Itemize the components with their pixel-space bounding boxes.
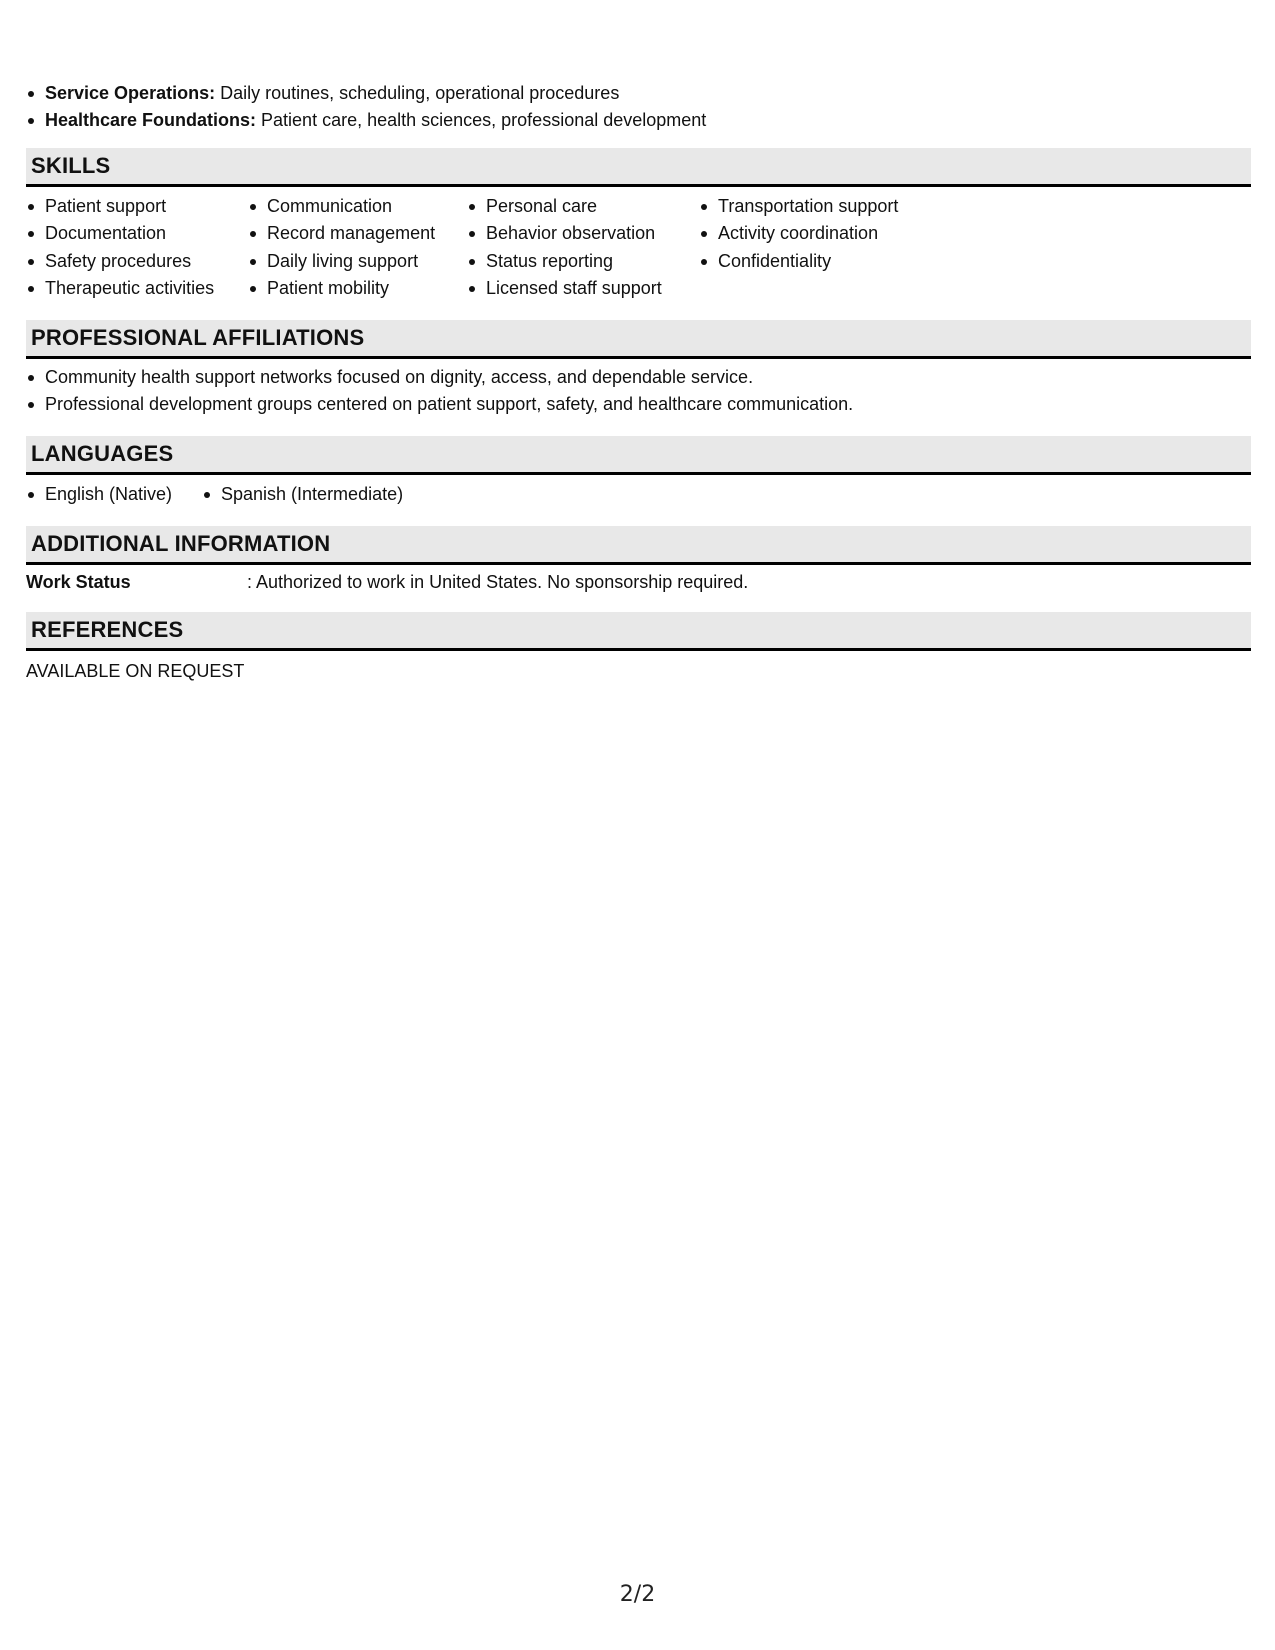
section-header [26, 436, 1251, 475]
skill-item: Safety procedures [26, 248, 214, 275]
skill-item: Record management [248, 220, 435, 247]
skill-item: Daily living support [248, 248, 435, 275]
item-text: Daily routines, scheduling, operational procedures [215, 83, 620, 103]
skills-column [26, 193, 214, 303]
skill-item: Transportation support [699, 193, 898, 220]
page-number: 2/2 [619, 1582, 656, 1607]
skill-item: Confidentiality [699, 248, 898, 275]
skill-item: Behavior observation [467, 220, 662, 247]
affiliation-item: Community health support networks focused on dignity, access, and dependable service. [26, 364, 1251, 391]
skills-column [467, 193, 662, 303]
section-title: LANGUAGES [31, 441, 174, 466]
skill-item: Patient mobility [248, 275, 435, 302]
languages-section [26, 436, 1251, 509]
skill-item: Licensed staff support [467, 275, 662, 302]
skills-column [699, 193, 898, 275]
skill-item: Therapeutic activities [26, 275, 214, 302]
section-header [26, 612, 1251, 651]
list-item [26, 107, 706, 134]
list-item [26, 80, 706, 107]
additional-info-section [26, 526, 1251, 601]
references-section [26, 612, 1251, 691]
work-status-label: Work Status [26, 572, 131, 592]
section-title: REFERENCES [31, 617, 184, 642]
skill-item: Status reporting [467, 248, 662, 275]
skills-column [248, 193, 435, 303]
intro-list [26, 80, 706, 134]
skill-item: Personal care [467, 193, 662, 220]
section-header [26, 320, 1251, 359]
skills-grid [26, 187, 1251, 307]
references-body [26, 651, 1251, 691]
skills-section [26, 148, 1251, 307]
skill-item: Documentation [26, 220, 214, 247]
section-header [26, 148, 1251, 187]
item-label: Service Operations: [45, 83, 216, 103]
item-text: Patient care, health sciences, professional development [256, 110, 707, 130]
language-item: English (Native) [26, 481, 172, 508]
work-status-value: : Authorized to work in United States. No sponsorship required. [247, 572, 749, 592]
section-title: ADDITIONAL INFORMATION [31, 531, 331, 556]
affiliations-list [26, 359, 1251, 418]
language-item: Spanish (Intermediate) [202, 481, 403, 508]
skill-item: Activity coordination [699, 220, 898, 247]
references-text: AVAILABLE ON REQUEST [26, 661, 245, 681]
section-title: SKILLS [31, 153, 111, 178]
work-status-row [26, 565, 1251, 601]
affiliation-item: Professional development groups centered on patient support, safety, and healthcare communication. [26, 391, 1251, 418]
section-title: PROFESSIONAL AFFILIATIONS [31, 325, 365, 350]
section-header [26, 526, 1251, 565]
affiliations-section [26, 320, 1251, 418]
item-label: Healthcare Foundations: [45, 110, 257, 130]
skill-item: Communication [248, 193, 435, 220]
skill-item: Patient support [26, 193, 214, 220]
languages-row [26, 475, 1251, 509]
